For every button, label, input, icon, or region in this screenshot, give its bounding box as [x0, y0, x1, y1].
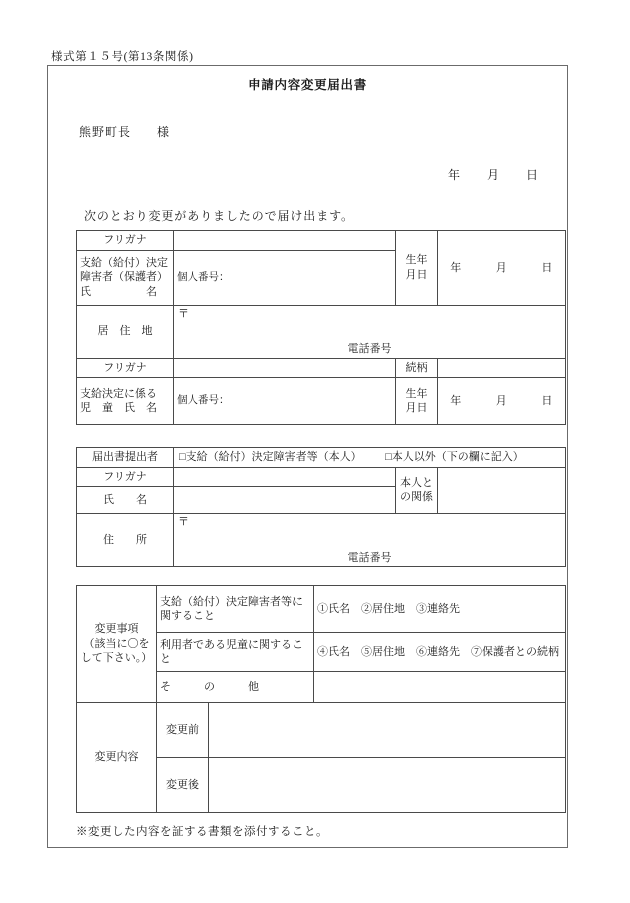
- change-row-child-value[interactable]: ④氏名 ⑤居住地 ⑥連絡先 ⑦保護者との続柄: [314, 633, 566, 672]
- date-line: 年 月 日: [447, 168, 539, 182]
- child-dob-label-line1: 生年: [405, 387, 428, 400]
- change-row-other-value[interactable]: [314, 672, 566, 703]
- submitter-name-field[interactable]: [174, 487, 396, 514]
- applicant-dob-field[interactable]: 年 月 日: [438, 231, 566, 306]
- change-items-label-line2: （該当に〇を: [83, 637, 150, 650]
- submitter-relation-label-line1: 本人と: [400, 476, 433, 489]
- child-dob-label-line2: 月日: [405, 402, 428, 415]
- child-dob-field[interactable]: 年 月 日: [438, 378, 566, 425]
- change-before-field[interactable]: [209, 703, 566, 758]
- table-row: [77, 231, 566, 251]
- submitter-table: [76, 447, 566, 567]
- submitter-header-label: 届出書提出者: [77, 448, 174, 468]
- applicant-table-wrap: [62, 230, 553, 425]
- applicant-dob-label: [396, 231, 438, 306]
- change-row-applicant-value[interactable]: ①氏名 ②居住地 ③連絡先: [314, 586, 566, 633]
- change-after-field[interactable]: [209, 758, 566, 813]
- table-row: [77, 378, 566, 425]
- footnote: ※変更した内容を証する書類を添付すること。: [76, 826, 328, 839]
- change-after-label: 変更後: [157, 758, 209, 813]
- applicant-furigana-field[interactable]: [174, 231, 396, 251]
- page-content: [48, 66, 567, 847]
- child-name-field[interactable]: [174, 378, 396, 425]
- change-content-label: 変更内容: [77, 703, 157, 813]
- child-name-label-line2: 児 童 氏 名: [80, 402, 157, 415]
- change-row-other-label: そ の 他: [157, 672, 314, 703]
- child-furigana-field[interactable]: [174, 358, 396, 378]
- page-title: 申請内容変更届出書: [248, 78, 367, 92]
- submitter-address-field[interactable]: [174, 514, 566, 567]
- table-gap-1: [62, 425, 553, 447]
- applicant-tel-label: 電話番号: [347, 343, 392, 355]
- submitter-name-label: 氏 名: [77, 487, 174, 514]
- change-items-label-line1: 変更事項: [94, 623, 139, 636]
- change-items-label-line3: して下さい。）: [80, 652, 153, 665]
- applicant-name-label-line3: 氏 名: [80, 285, 157, 298]
- submitter-furigana-field[interactable]: [174, 467, 396, 487]
- checkbox-option-other[interactable]: □本人以外（下の欄に記入）: [385, 451, 524, 464]
- child-mynumber-label: 個人番号：: [177, 395, 230, 407]
- submitter-furigana-label: フリガナ: [77, 467, 174, 487]
- change-before-label: 変更前: [157, 703, 209, 758]
- table-row: [77, 467, 566, 487]
- applicant-name-label-line1: 支給（給付）決定: [80, 256, 168, 269]
- applicant-table: [76, 230, 566, 425]
- applicant-residence-field[interactable]: [174, 305, 566, 358]
- table-row: [77, 586, 566, 633]
- child-relation-label: 続柄: [396, 358, 438, 378]
- table-row: [77, 448, 566, 468]
- child-name-label-line1: 支給決定に係る: [80, 387, 157, 400]
- form-number: 様式第１５号(第13条関係): [51, 51, 194, 63]
- postal-mark-icon: 〒: [178, 516, 189, 529]
- change-table: [76, 585, 566, 813]
- applicant-furigana-label: フリガナ: [77, 231, 174, 251]
- applicant-name-field[interactable]: [174, 250, 396, 305]
- addressee-line: 熊野町長 様: [79, 125, 171, 139]
- submitter-relation-label-line2: の関係: [400, 491, 433, 504]
- submitter-tel-label: 電話番号: [347, 551, 392, 564]
- table-gap-2: [62, 567, 553, 585]
- checkbox-option-self[interactable]: □支給（給付）決定障害者等（本人）: [179, 451, 362, 464]
- child-dob-label: [396, 378, 438, 425]
- child-furigana-label: フリガナ: [77, 358, 174, 378]
- change-row-child-label: 利用者である児童に関すること: [157, 633, 314, 672]
- submitter-relation-field[interactable]: [438, 467, 566, 514]
- table-row: [77, 514, 566, 567]
- submitter-relation-label: [396, 467, 438, 514]
- applicant-name-label-line2: 障害者（保護者）: [80, 271, 168, 284]
- applicant-residence-label: 居 住 地: [77, 305, 174, 358]
- submitter-options: [174, 448, 566, 468]
- applicant-mynumber-label: 個人番号：: [177, 271, 230, 283]
- table-row: [77, 358, 566, 378]
- submitter-address-label: 住 所: [77, 514, 174, 567]
- applicant-name-label: [77, 250, 174, 305]
- change-row-applicant-label: 支給（給付）決定障害者等に関すること: [157, 586, 314, 633]
- table-row: [77, 305, 566, 358]
- lead-sentence: 次のとおり変更がありましたので届け出ます。: [84, 209, 354, 223]
- change-items-label: [77, 586, 157, 703]
- postal-mark-icon: 〒: [178, 307, 189, 320]
- page-frame: [47, 65, 568, 848]
- child-name-label: [77, 378, 174, 425]
- applicant-dob-label-line1: 生年: [405, 254, 428, 267]
- child-relation-field[interactable]: [438, 358, 566, 378]
- table-row: [77, 703, 566, 758]
- applicant-dob-label-line2: 月日: [405, 268, 428, 281]
